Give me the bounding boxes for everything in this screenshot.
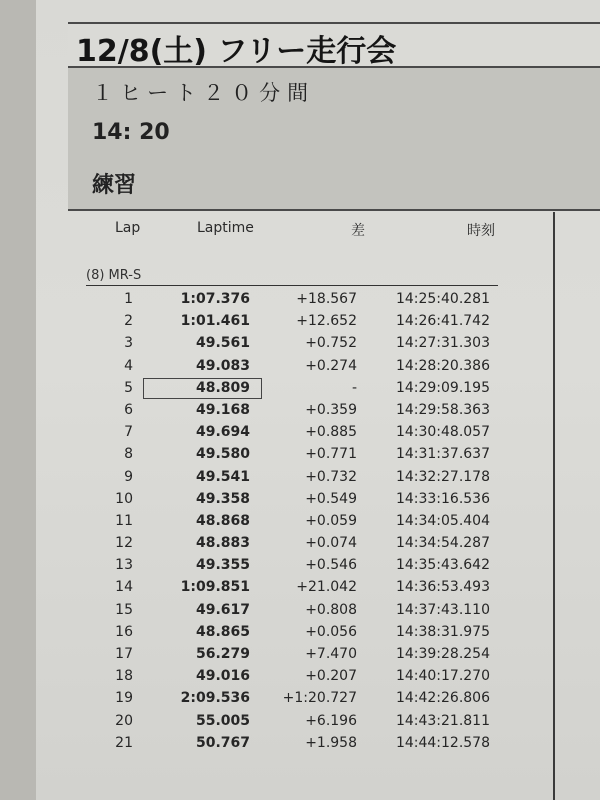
table-row (0, 311, 600, 333)
lap-time: 55.005 (195, 712, 250, 729)
lap-number: 7 (124, 424, 133, 441)
column-header-lap: Lap (115, 220, 141, 236)
lap-table (0, 289, 600, 755)
lap-diff: +0.752 (305, 335, 357, 352)
lap-diff: +0.059 (305, 512, 357, 529)
lap-clock-time: 14:27:31.303 (395, 335, 490, 352)
lap-number: 18 (115, 668, 133, 685)
table-row (0, 533, 600, 555)
lap-diff: +0.546 (305, 557, 357, 574)
table-row (0, 333, 600, 355)
column-header-clock: 時刻 (467, 223, 495, 239)
lap-time: 1:01.461 (180, 313, 250, 330)
lap-diff: +0.732 (305, 468, 357, 485)
lap-number: 2 (124, 313, 133, 330)
lap-diff: +0.207 (305, 668, 357, 685)
lap-time: 49.168 (195, 401, 250, 418)
lap-time: 56.279 (195, 646, 250, 662)
table-row (0, 289, 600, 311)
lap-diff: +7.470 (305, 646, 357, 662)
lap-time: 1:09.851 (180, 579, 250, 596)
lap-diff: +1.958 (305, 734, 357, 751)
lap-time: 49.694 (195, 424, 250, 441)
lap-time: 2:09.536 (180, 690, 250, 707)
lap-clock-time: 14:30:48.057 (395, 424, 490, 441)
lap-clock-time: 14:35:43.642 (395, 557, 490, 574)
lap-diff: - (351, 379, 357, 396)
column-header-laptime: Laptime (197, 220, 254, 236)
lap-clock-time: 14:43:21.811 (395, 712, 490, 729)
lap-time: 49.355 (195, 557, 250, 574)
lap-diff: +12.652 (296, 313, 357, 330)
lap-number: 19 (115, 690, 133, 707)
lap-number: 12 (115, 535, 133, 552)
lap-clock-time: 14:31:37.637 (395, 446, 490, 463)
table-row (0, 555, 600, 577)
table-row (0, 622, 600, 644)
lap-clock-time: 14:42:26.806 (395, 690, 490, 707)
lap-number: 11 (115, 512, 133, 529)
table-row (0, 688, 600, 710)
header-rule-bottom (68, 209, 600, 211)
lap-clock-time: 14:28:20.386 (395, 357, 490, 374)
lap-number: 17 (115, 646, 133, 662)
table-row (0, 733, 600, 755)
lap-number: 21 (115, 734, 133, 751)
lap-number: 20 (115, 712, 133, 729)
lap-time: 48.868 (195, 512, 250, 529)
lap-time: 49.541 (195, 468, 250, 485)
lap-clock-time: 14:39:28.254 (395, 646, 490, 662)
lap-number: 13 (115, 557, 133, 574)
lap-time: 49.580 (195, 446, 250, 463)
lap-clock-time: 14:36:53.493 (395, 579, 490, 596)
lap-diff: +0.056 (305, 623, 357, 640)
table-row (0, 711, 600, 733)
lap-time: 48.883 (195, 535, 250, 552)
lap-time: 49.016 (195, 668, 250, 685)
table-row (0, 666, 600, 688)
table-row (0, 356, 600, 378)
lap-number: 16 (115, 623, 133, 640)
lap-diff: +0.274 (305, 357, 357, 374)
lap-clock-time: 14:44:12.578 (395, 734, 490, 751)
lap-number: 8 (124, 446, 133, 463)
table-row (0, 511, 600, 533)
lap-time: 49.358 (195, 490, 250, 507)
lap-diff: +0.359 (305, 401, 357, 418)
lap-number: 5 (124, 379, 133, 396)
lap-time: 48.809 (195, 379, 250, 396)
lap-time: 49.083 (195, 357, 250, 374)
lap-clock-time: 14:29:09.195 (395, 379, 490, 396)
lap-diff: +18.567 (296, 291, 357, 307)
car-underline (86, 285, 498, 286)
table-row (0, 600, 600, 622)
lap-number: 4 (124, 357, 133, 374)
lap-number: 1 (124, 291, 133, 307)
column-header-diff: 差 (351, 223, 365, 239)
table-row (0, 400, 600, 422)
lap-clock-time: 14:34:54.287 (395, 535, 490, 552)
header-rule-top (68, 22, 600, 24)
lap-diff: +0.885 (305, 424, 357, 441)
lap-time: 49.617 (195, 601, 250, 618)
table-row (0, 467, 600, 489)
lap-number: 14 (115, 579, 133, 596)
table-row (0, 489, 600, 511)
lap-diff: +21.042 (296, 579, 357, 596)
lap-clock-time: 14:34:05.404 (395, 512, 490, 529)
page-title: 12/8(土) フリー走行会 (76, 34, 397, 69)
lap-number: 6 (124, 401, 133, 418)
lap-clock-time: 14:37:43.110 (395, 601, 490, 618)
lap-clock-time: 14:38:31.975 (395, 623, 490, 640)
lap-time: 48.865 (195, 623, 250, 640)
session-type: 練習 (92, 173, 137, 198)
table-row (0, 422, 600, 444)
lap-diff: +1:20.727 (282, 690, 357, 707)
lap-diff: +0.074 (305, 535, 357, 552)
lap-diff: +0.771 (305, 446, 357, 463)
table-row (0, 577, 600, 599)
start-time: 14: 20 (92, 120, 170, 145)
lap-time: 1:07.376 (180, 291, 250, 307)
lap-time: 50.767 (195, 734, 250, 751)
lap-clock-time: 14:33:16.536 (395, 490, 490, 507)
table-row (0, 644, 600, 666)
lap-number: 9 (124, 468, 133, 485)
lap-clock-time: 14:26:41.742 (395, 313, 490, 330)
lap-number: 10 (115, 490, 133, 507)
car-label: (8) MR-S (86, 268, 142, 283)
lap-number: 15 (115, 601, 133, 618)
heat-duration: １ヒート２０分間 (92, 81, 316, 105)
lap-diff: +0.549 (305, 490, 357, 507)
lap-clock-time: 14:40:17.270 (395, 668, 490, 685)
lap-diff: +6.196 (305, 712, 357, 729)
table-row (0, 444, 600, 466)
lap-time: 49.561 (195, 335, 250, 352)
table-row (0, 378, 600, 400)
lap-number: 3 (124, 335, 133, 352)
lap-clock-time: 14:25:40.281 (395, 291, 490, 307)
lap-diff: +0.808 (305, 601, 357, 618)
lap-clock-time: 14:32:27.178 (395, 468, 490, 485)
lap-clock-time: 14:29:58.363 (395, 401, 490, 418)
